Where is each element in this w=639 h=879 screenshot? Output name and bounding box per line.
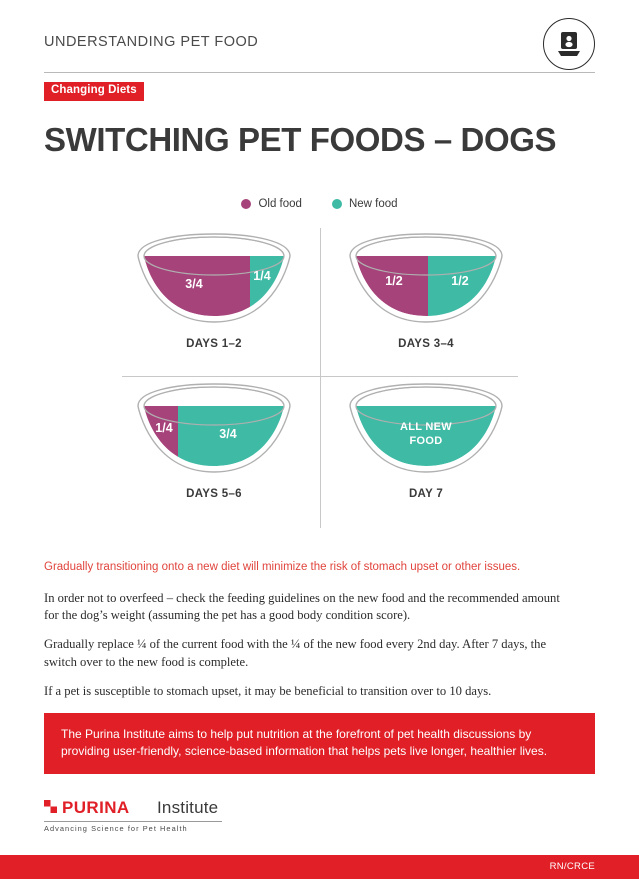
header-title: UNDERSTANDING PET FOOD xyxy=(44,34,259,50)
footer-code: RN/CRCE xyxy=(549,861,595,872)
mission-callout: The Purina Institute aims to help put nutrition at the forefront of pet health discussions by providing user-friendly, science-based information that helps pets live longer, healthier lives. xyxy=(44,713,595,774)
diagram-cell-days-3-4 xyxy=(320,228,532,378)
diagram-cell-days-1-2 xyxy=(108,228,320,378)
diagram-label-days-1-2: DAYS 1–2 xyxy=(186,338,242,350)
diagram-label-day-7: DAY 7 xyxy=(408,488,444,500)
diagram-cell-days-5-6 xyxy=(108,378,320,528)
footer-bar xyxy=(0,855,639,879)
diagram-cell-day-7 xyxy=(320,378,532,528)
brand-tagline: Advancing Science for Pet Health xyxy=(44,824,188,833)
lead-paragraph: Gradually transitioning onto a new diet will minimize the risk of stomach upset or other issues. xyxy=(44,561,521,573)
legend-item-new-food xyxy=(332,198,398,210)
bowl-label-all-new-line1: ALL NEW xyxy=(399,421,453,433)
body-paragraph-1: In order not to overfeed – check the feeding guidelines on the new food and the recommended amount for the dog’s weight (assuming the pet has a good body condition score). xyxy=(44,590,560,623)
bowl-graphic xyxy=(344,380,508,476)
body-paragraph-3: If a pet is susceptible to stomach upset, it may be beneficial to transition over to 10 days. xyxy=(44,684,492,699)
diagram-label-days-3-4: DAYS 3–4 xyxy=(398,338,454,350)
bowl-icon-days-5-6 xyxy=(132,380,296,476)
body-copy xyxy=(44,560,569,712)
bowl-icon-days-3-4 xyxy=(344,230,508,326)
logo-divider xyxy=(44,821,222,822)
legend-label-old-food: Old food xyxy=(258,198,302,210)
transition-diagram xyxy=(108,228,532,538)
purina-checkerboard-icon xyxy=(44,800,57,813)
header-divider xyxy=(44,72,595,73)
brand-name: PURINA xyxy=(62,798,130,817)
bowl-graphic xyxy=(132,380,296,476)
bowl-icon-day-7 xyxy=(344,380,508,476)
bowl-graphic xyxy=(344,230,508,326)
bowl-fraction-new: 1/2 xyxy=(451,274,469,288)
bowl-fraction-new: 3/4 xyxy=(219,427,237,441)
legend-label-new-food: New food xyxy=(348,198,398,210)
bowl-label-all-new-line2: FOOD xyxy=(409,435,443,447)
bowl-graphic xyxy=(132,230,296,326)
brand-suffix: Institute xyxy=(157,798,219,817)
page-title: SWITCHING PET FOODS – DOGS xyxy=(44,121,557,158)
bowl-fraction-new: 1/4 xyxy=(253,269,271,283)
document-header xyxy=(44,18,595,68)
purina-institute-logo xyxy=(44,798,304,840)
pet-bowl-glyph xyxy=(554,29,584,59)
legend-swatch-new-food xyxy=(332,199,342,209)
bowl-fraction-old: 1/4 xyxy=(155,421,173,435)
chart-legend xyxy=(0,198,639,210)
body-paragraph-2: Gradually replace ¼ of the current food with the ¼ of the new food every 2nd day. After 7 days, the switch over to the new food is complete. xyxy=(44,637,547,670)
bowl-fraction-old: 1/2 xyxy=(385,274,403,288)
bowl-icon-days-1-2 xyxy=(132,230,296,326)
bowl-fraction-old: 3/4 xyxy=(185,277,203,291)
pet-bowl-icon xyxy=(543,18,595,70)
diagram-label-days-5-6: DAYS 5–6 xyxy=(186,488,242,500)
category-tag: Changing Diets xyxy=(44,82,144,101)
legend-swatch-old-food xyxy=(241,199,251,209)
legend-item-old-food xyxy=(241,198,301,210)
